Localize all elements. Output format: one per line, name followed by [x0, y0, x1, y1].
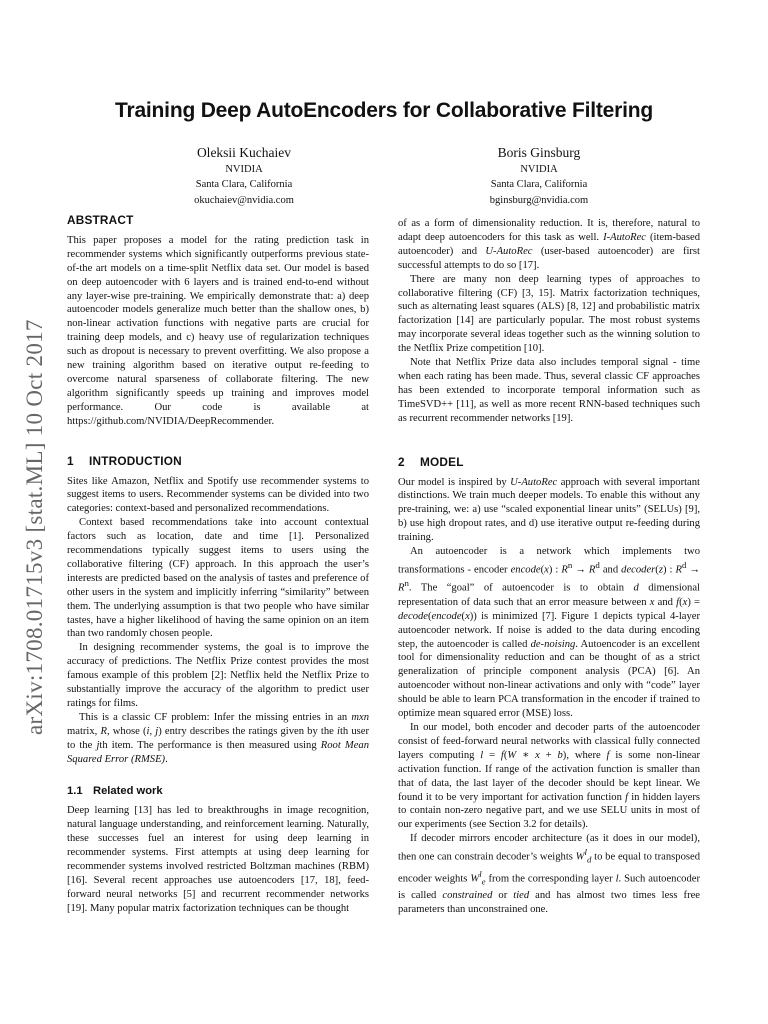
related-work-paragraph: Deep learning [13] has led to breakthroughs in image recognition, natural language understanding, and reinforcement learning. Naturally, these successes fuel an interest for using deep learning in recommender systems. First attempts at using deep learning for recommender systems involved restricted Boltzman machines (RBM) [16]. Several recent approaches use autoencoders [17, 18], feed-forward neural networks [5] and recurrent recommender networks [19]. Many popular matrix factorization techniques can be thought [67, 805, 369, 914]
intro-paragraph-4: This is a classic CF problem: Infer the missing entries in an mxn matrix, R, whose (i, j) entry describes the ratings given by the ith user to the jth item. The performance is then measured using Root Mean Squared Error (RMSE). [67, 711, 370, 765]
section-title: INTRODUCTION [89, 453, 182, 468]
author-affiliation: NVIDIA [520, 164, 558, 175]
right-paragraph-3: Note that Netflix Prize data also includes temporal signal - time when each rating has been made. Thus, several classic CF approaches has been extended to incorporate temporal information such as TimeSVD++ [11], as well as more recent RNN-based techniques such as recurrent recommender networks [19]. [398, 357, 700, 424]
subsection-number: 1.1 [67, 784, 83, 797]
abstract-text: This paper proposes a model for the rating prediction task in recommender systems which significantly outperforms previous state-of-the art models on a time-split Netflix data set. Our model is based on deep autoencoder with 6 layers and is trained end-to-end without any layer-wise pre-training. We empirically demonstrate that: a) deep autoencoder models generalize much better than the shallow ones, b) non-linear activation functions with negative parts are crucial for training deep models, and c) heavy use of regularization techniques such as dropout is necessary to prevent overfitting. We also propose a new training algorithm based on iterative output re-feeding to overcome natural sparseness of collaborate filtering. The new algorithm significantly speeds up training and improves model performance. Our code is available at https://github.com/NVIDIA/DeepRecommender. [67, 234, 369, 427]
section-heading-model [398, 456, 700, 470]
arxiv-stamp [12, 240, 50, 780]
intro-paragraph-1: Sites like Amazon, Netflix and Spotify use recommender systems to suggest items to users. Recommender systems can be divided into two categories: context-based and personalized recommendations. [67, 475, 369, 515]
author-location: Santa Clara, California [490, 179, 588, 191]
subsection-heading-related-work [67, 785, 369, 799]
author-name: Boris Ginsburg [497, 145, 581, 160]
author-1 [114, 144, 374, 208]
section-heading-introduction [67, 455, 369, 469]
author-email[interactable]: bginsburg@nvidia.com [489, 194, 589, 206]
intro-paragraph-2: Context based recommendations take into account contextual factors such as location, date and time [1]. Personalized recommendations typically suggest items to users using the collaborative filtering (CF) approach. In this approach the user’s interests are predicted based on the analysis of tastes and preference of other users in the system and implicitly inferring “similarity” between them. The underlying assumption is that two people who have similar tastes, have a higher likelihood of having the same opinion on an item than two randomly chosen people. [67, 517, 369, 640]
right-paragraph-1: of as a form of dimensionality reduction. It is, therefore, natural to adapt deep autoencoders for this task as well. I-AutoRec (item-based autoencoder) and U-AutoRec (user-based autoencoder) are first successful attempts to do so [17]. [398, 218, 700, 271]
intro-paragraph-3: In designing recommender systems, the goal is to improve the accuracy of predictions. The Netflix Prize contest provides the most famous example of this problem [2]: Netflix held the Netflix Prize to substantially improve the accuracy of the algorithm to predict user ratings for films. [67, 642, 369, 709]
section-number: 2 [398, 454, 405, 469]
author-location: Santa Clara, California [195, 179, 293, 191]
abstract-heading: ABSTRACT [67, 213, 134, 227]
paper-title: Training Deep AutoEncoders for Collaborative Filtering [115, 99, 653, 122]
left-column [67, 214, 369, 916]
author-email[interactable]: okuchaiev@nvidia.com [194, 194, 294, 206]
right-column [398, 217, 700, 917]
section-number: 1 [67, 453, 74, 468]
author-name: Oleksii Kuchaiev [196, 145, 292, 160]
model-paragraph-4: If decoder mirrors encoder architecture (as it does in our model), then one can constrain decoder’s weights $W^l_d$ to be equal to transposed encoder weights $W^l_e$ from the corresponding layer l. Such autoencoder is called constrained or tied and has almost two times less free parameters than unconstrained one. [398, 833, 701, 916]
author-2 [409, 144, 669, 208]
subsection-title: Related work [93, 784, 163, 797]
arxiv-stamp-text: arXiv:1708.01715v3 [stat.ML] 10 Oct 2017 [22, 319, 47, 735]
model-paragraph-1: Our model is inspired by U-AutoRec approach with several important distinctions. We train much deeper models. To enable this without any pre-training, we: a) use “scaled exponential linear units” (SELUs) [9], b) use high dropout rates, and d) use iterative output re-feeding during training. [398, 476, 700, 544]
author-affiliation: NVIDIA [225, 164, 263, 175]
section-title: MODEL [420, 454, 464, 469]
right-paragraph-2: There are many non deep learning types of approaches to collaborative filtering (CF) [3, 15]. Matrix factorization techniques, such as alternating least squares (ALS) [8, 12] and probabilistic matrix factorization [14] are particularly popular. The most robust systems may incorporate several ideas together such as the winning solution to the Netflix Prize competition [10]. [398, 273, 700, 355]
model-paragraph-2: An autoencoder is a network which implements two transformations - encoder encode(x) : $R^n \to R^d$ and decoder(z) : $R^d \to R^n$. The “goal” of autoencoder is to obtain d dimensional representation of data such that an error measure between x and f(x) = decode(encode(x)) is minimized [7]. Figure 1 depicts typical 4-layer autoencoder network. If noise is added to the data during encoding step, the autoencoder is called de-noising. Autoencoder is an excellent tool for dimensionality reduction and can be thought of as a strict generalization of principle component analysis (PCA) [6]. An autoencoder without non-linear activations and only with “code” layer should be able to learn PCA transformation in the encoder if trained to optimize mean squared error (MSE) loss. [398, 546, 701, 720]
model-paragraph-3: In our model, both encoder and decoder parts of the autoencoder consist of feed-forward neural networks with classical fully connected layers computing l = f(W ∗ x + b), where f is some non-linear activation function. If range of the activation function is smaller than that of data, the last layer of the decoder should be kept linear. We found it to be very important for activation function f in hidden layers to contain non-zero negative part, and we use SELU units in most of our experiments (see Section 3.2 for details). [398, 721, 700, 831]
